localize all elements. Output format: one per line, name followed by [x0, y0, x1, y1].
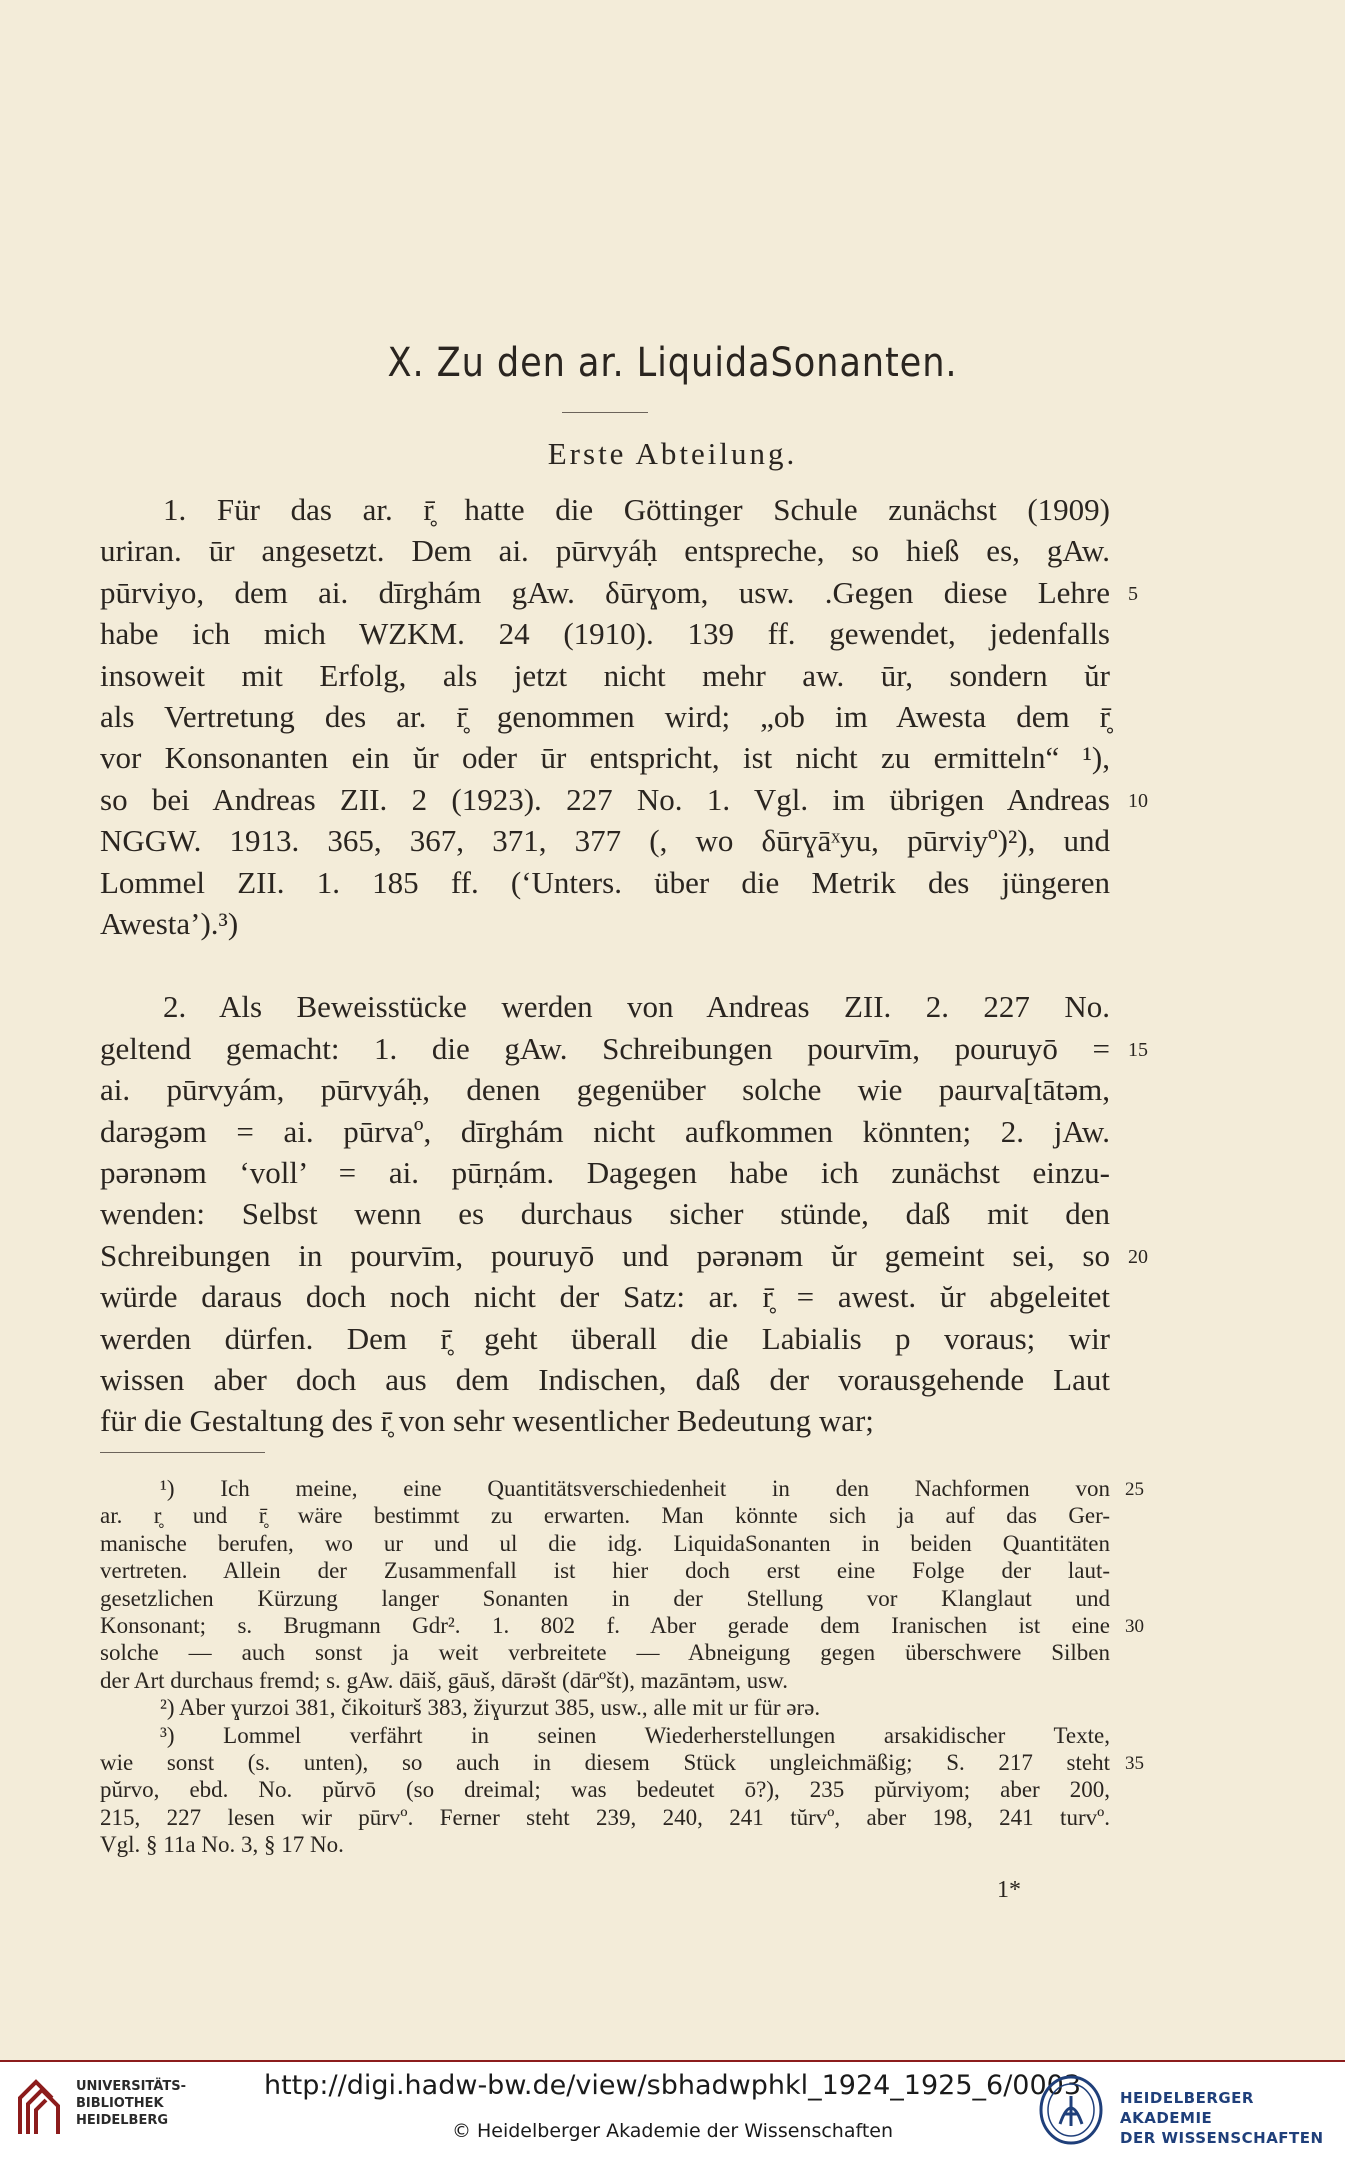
chapter-title: X. Zu den ar. LiquidaSonanten.: [387, 340, 958, 386]
body-line: pūrviyo, dem ai. dīrghám gAw. δūrɣom, usw. .Gegen diese Lehre: [100, 574, 1110, 610]
academy-line: DER WISSENSCHAFTEN: [1120, 2129, 1324, 2147]
line-number: 20: [1128, 1245, 1148, 1268]
academy-seal-icon[interactable]: [1038, 2074, 1104, 2146]
footnote-line: vertreten. Allein der Zusammenfall ist hier doch erst eine Folge der laut-: [100, 1558, 1110, 1584]
footnote-line: solche — auch sonst ja weit verbreitete — Abneigung gegen überschwere Silben: [100, 1640, 1110, 1666]
body-line: werden dürfen. Dem r̥̄ geht überall die Labialis p voraus; wir: [100, 1320, 1110, 1356]
title-rule: [562, 412, 648, 413]
library-line: BIBLIOTHEK: [76, 2096, 164, 2111]
body-line: als Vertretung des ar. r̥̄ genommen wird; „ob im Awesta dem r̥̄: [100, 699, 1110, 734]
body-line: 1. Für das ar. r̥̄ hatte die Göttinger Schule zunächst (1909): [163, 492, 1110, 527]
line-number: 25: [1125, 1479, 1144, 1500]
footnote-line: Vgl. § 11a No. 3, § 17 No.: [100, 1832, 344, 1858]
body-line: insoweit mit Erfolg, als jetzt nicht mehr aw. ūr, sondern ŭr: [100, 657, 1110, 693]
body-line: vor Konsonanten ein ŭr oder ūr entspricht, ist nicht zu ermitteln“ ¹),: [100, 740, 1110, 776]
footnote-rule: [100, 1452, 265, 1453]
footnote-line: ¹) Ich meine, eine Quantitätsverschiedenheit in den Nachformen von: [160, 1476, 1110, 1501]
line-number: 10: [1128, 789, 1148, 812]
permalink-url[interactable]: http://digi.hadw-bw.de/view/sbhadwphkl_1924_1925_6/0003: [263, 2070, 1082, 2101]
footnote-line: 215, 227 lesen wir pūrvº. Ferner steht 239, 240, 241 tŭrvº, aber 198, 241 turvº.: [100, 1804, 1110, 1830]
body-line: pərənəm ‘voll’ = ai. pūrṇám. Dagegen habe ich zunächst einzu-: [100, 1155, 1110, 1190]
body-line: Lommel ZII. 1. 185 ff. (‘Unters. über die Metrik des jüngeren: [100, 864, 1110, 900]
line-number: 5: [1128, 582, 1138, 605]
footer-bar: [0, 2060, 1345, 2158]
body-line: darəgəm = ai. pūrvaº, dīrghám nicht aufkommen könnten; 2. jAw.: [100, 1113, 1110, 1149]
library-line: UNIVERSITÄTS-: [76, 2079, 186, 2094]
body-line: würde daraus doch noch nicht der Satz: ar. r̥̄ = awest. ŭr abgeleitet: [100, 1279, 1110, 1315]
footnote-line: manische berufen, wo ur und ul die idg. LiquidaSonanten in beiden Quantitäten: [100, 1530, 1110, 1556]
footnote-line: gesetzlichen Kürzung langer Sonanten in der Stellung vor Klanglaut und: [100, 1585, 1110, 1611]
footnote-line: wie sonst (s. unten), so auch in diesem Stück ungleichmäßig; S. 217 steht: [100, 1750, 1110, 1775]
footnote-line: der Art durchaus fremd; s. gAw. dāiš, gāuš, dārəšt (dārºšt), mazāntəm, usw.: [100, 1667, 789, 1693]
body-line: Schreibungen in pourvīm, pouruyō und pərənəm ŭr gemeint sei, so: [100, 1237, 1110, 1273]
body-line: so bei Andreas ZII. 2 (1923). 227 No. 1. Vgl. im übrigen Andreas: [100, 781, 1110, 817]
footnote-line: Konsonant; s. Brugmann Gdr². 1. 802 f. Aber gerade dem Iranischen ist eine: [100, 1613, 1110, 1638]
footnote-line: ar. r̥ und r̥̄ wäre bestimmt zu erwarten. Man könnte sich ja auf das Ger-: [100, 1503, 1110, 1529]
academy-name: [1120, 2088, 1345, 2148]
copyright-notice: © Heidelberger Akademie der Wissenschaften: [451, 2120, 894, 2142]
footnote-line: ²) Aber ɣurzoi 381, čikoiturš 383, žiɣurzut 385, usw., alle mit ur für ərə.: [160, 1695, 821, 1721]
body-line: wenden: Selbst wenn es durchaus sicher stünde, daß mit den: [100, 1196, 1110, 1232]
body-line: geltend gemacht: 1. die gAw. Schreibungen pourvīm, pouruyō =: [100, 1030, 1110, 1066]
body-line: wissen aber doch aus dem Indischen, daß der vorausgehende Laut: [100, 1362, 1110, 1397]
section-subtitle: Erste Abteilung.: [547, 436, 798, 471]
body-line: uriran. ūr angesetzt. Dem ai. pūrvyáḥ entspreche, so hieß es, gAw.: [100, 533, 1110, 569]
line-number: 35: [1125, 1753, 1144, 1774]
body-line: Awesta’).³): [100, 906, 239, 941]
body-line: 2. Als Beweisstücke werden von Andreas ZII. 2. 227 No.: [163, 989, 1110, 1025]
line-number: 15: [1128, 1038, 1148, 1061]
academy-line: HEIDELBERGER AKADEMIE: [1120, 2089, 1254, 2127]
line-number: 30: [1125, 1616, 1144, 1637]
footnote-line: ³) Lommel verfährt in seinen Wiederherstellungen arsakidischer Texte,: [160, 1722, 1110, 1748]
footnote-line: pŭrvo, ebd. No. pŭrvō (so dreimal; was bedeutet ō?), 235 pŭrviyom; aber 200,: [100, 1777, 1110, 1803]
body-line: ai. pūrvyám, pūrvyáḥ, denen gegenüber solche wie paurva[tātəm,: [100, 1072, 1110, 1108]
body-line: NGGW. 1913. 365, 367, 371, 377 (, wo δūrɣāˣyu, pūrviyº)²), und: [100, 823, 1110, 859]
body-line: für die Gestaltung des r̥̄ von sehr wesentlicher Bedeutung war;: [100, 1403, 874, 1439]
library-line: HEIDELBERG: [76, 2113, 169, 2128]
body-line: habe ich mich WZKM. 24 (1910). 139 ff. gewendet, jedenfalls: [100, 616, 1110, 652]
signature-mark: 1*: [997, 1877, 1021, 1903]
